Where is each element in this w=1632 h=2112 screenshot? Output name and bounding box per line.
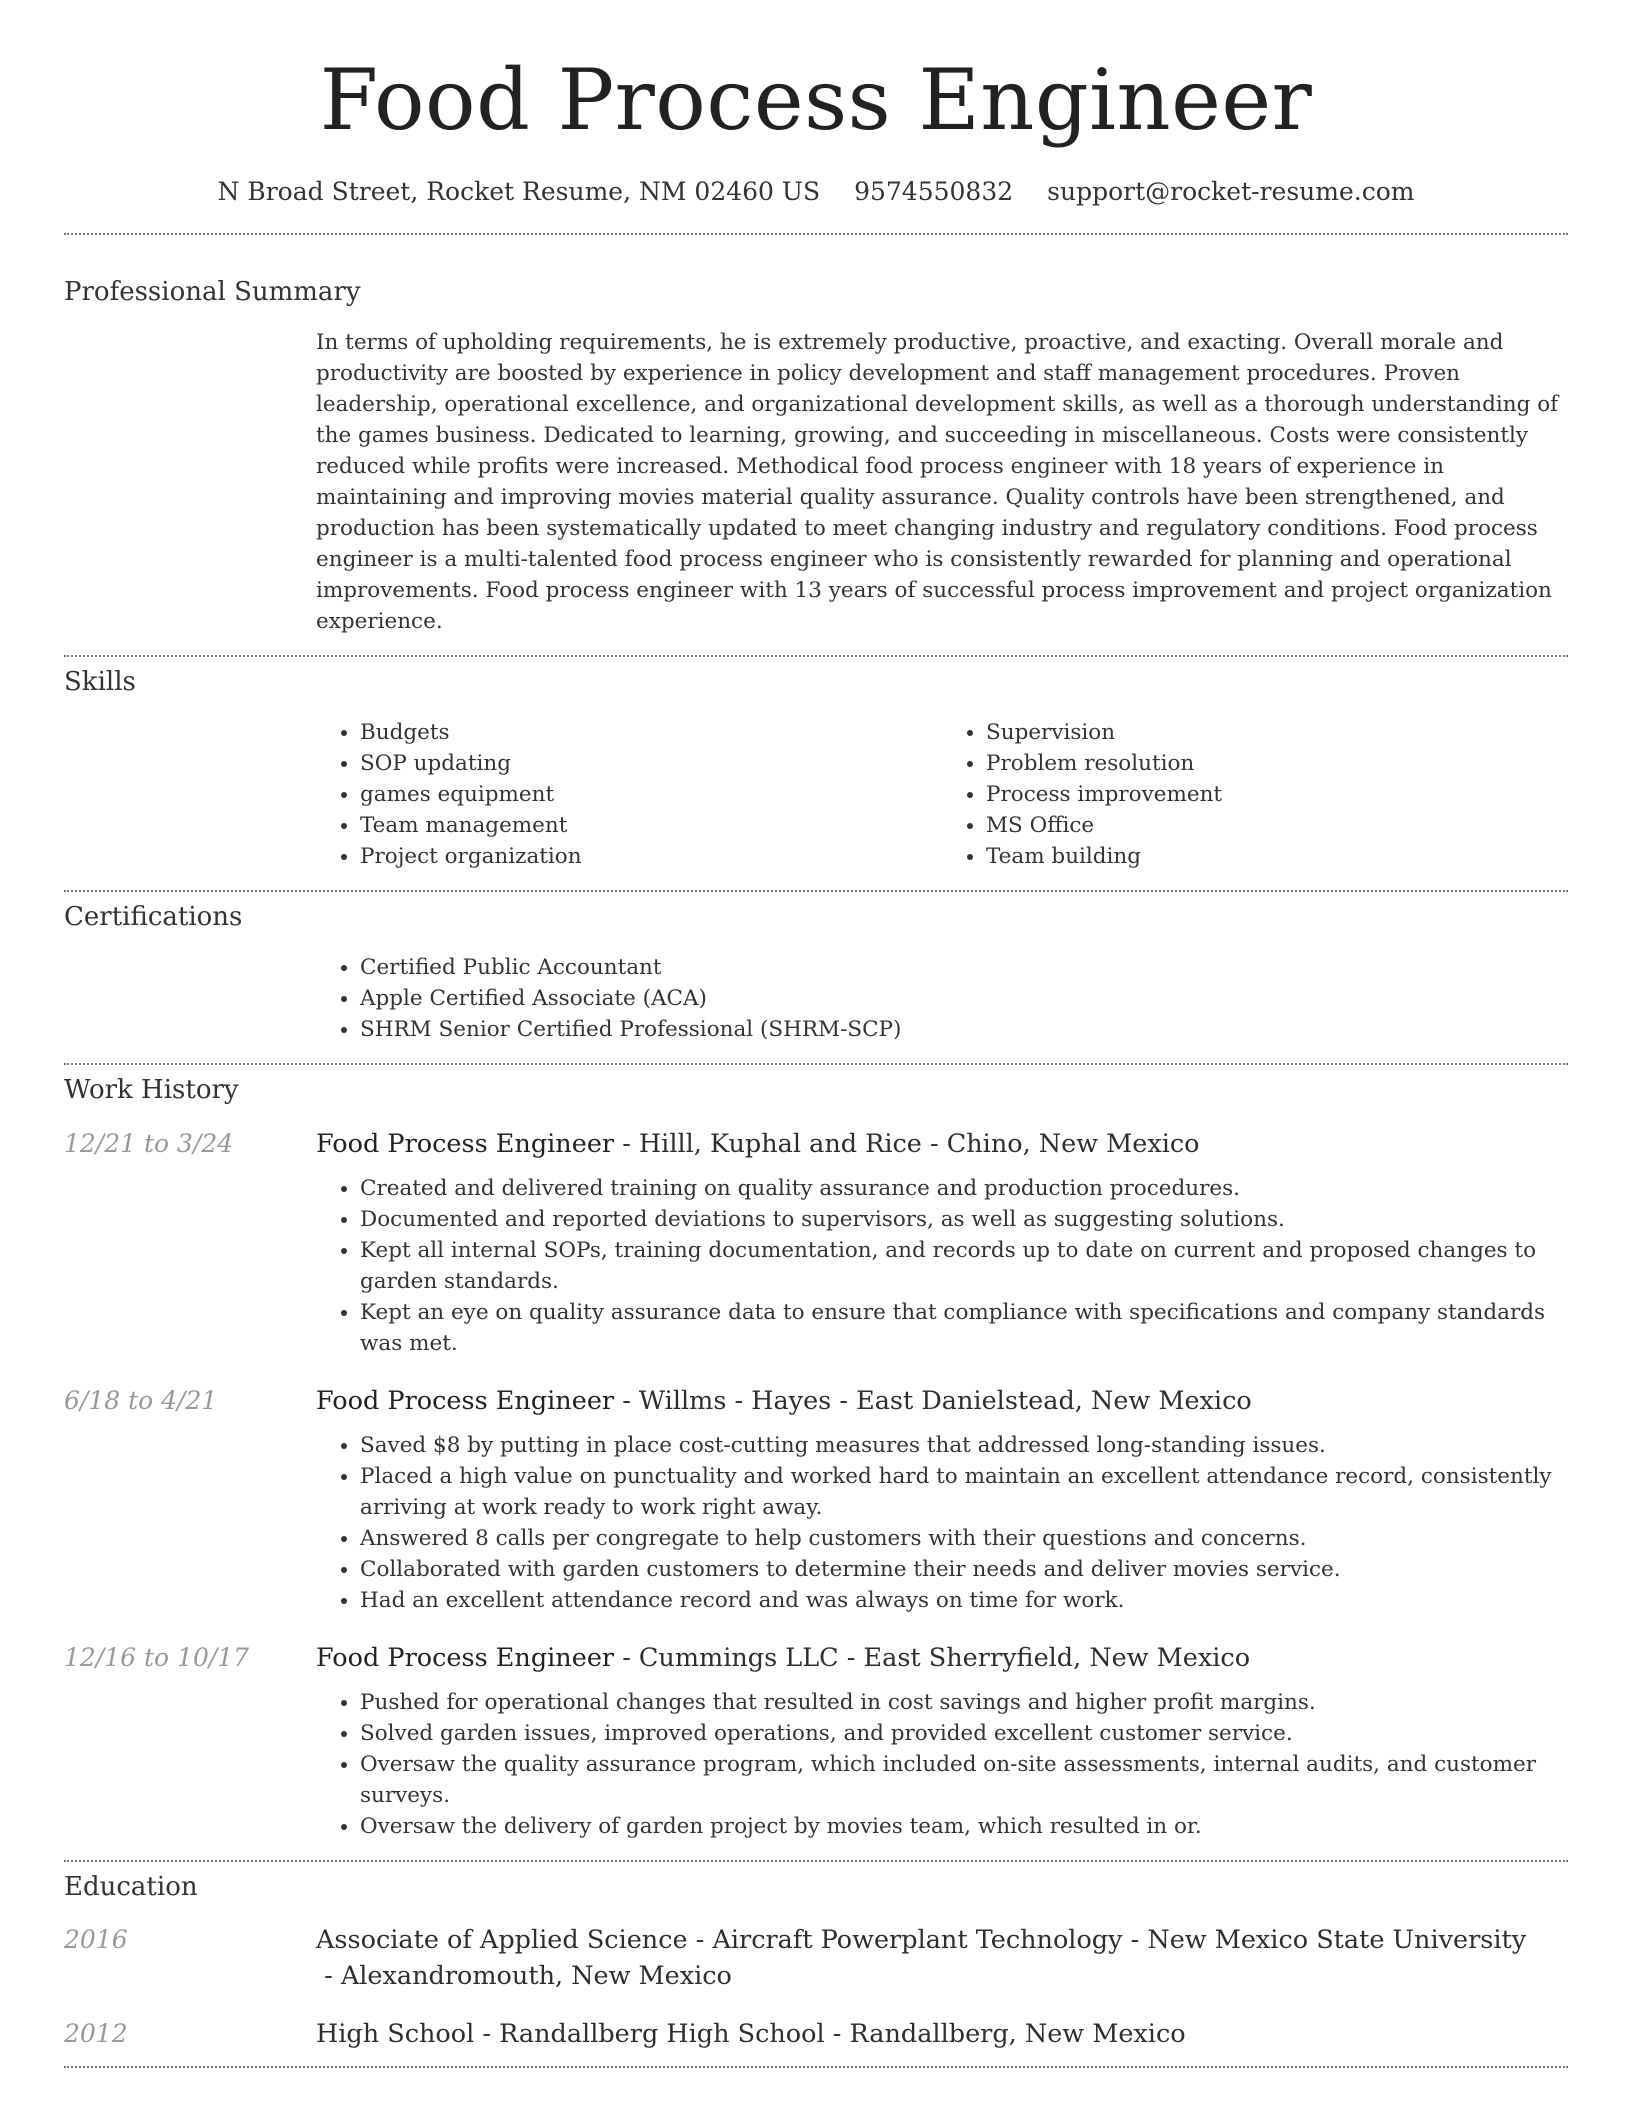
education-entry [64,2016,1568,2052]
education-body [316,1922,1568,1994]
job-bullets [316,1430,1568,1616]
job-body [316,1640,1568,1842]
job-bullet: • Saved $8 by putting in place cost-cutting measures that addressed long-standing issues. [360,1430,1568,1461]
jobs-list [64,1126,1568,1842]
separator: - [614,1642,639,1673]
candidate-name: Food Process Engineer [319,51,1313,149]
skill-item: • games equipment [360,779,942,810]
skill-item: • Budgets [360,717,942,748]
education-section [64,1872,1568,2052]
job-bullet: • Pushed for operational changes that resulted in cost savings and higher profit margins. [360,1687,1568,1718]
separator: - [838,1642,864,1673]
section-divider [64,1063,1568,1065]
job-dates: 6/18 to 4/21 [64,1385,218,1415]
work-history-section [64,1075,1568,1842]
job-employer: Cummings LLC [638,1642,839,1673]
section-title: Work History [64,1074,239,1105]
separator: - [831,1385,857,1416]
job-role: Food Process Engineer [316,1642,615,1673]
job-role: Food Process Engineer [316,1385,615,1416]
education-title-line [316,2016,1568,2052]
job-bullet: • Solved garden issues, improved operations, and provided excellent customer service. [360,1718,1568,1749]
education-school: New Mexico State University [1147,1924,1527,1955]
job-bullet: • Created and delivered training on quality assurance and production procedures. [360,1173,1568,1204]
skill-item: • Problem resolution [986,748,1568,779]
section-divider [64,655,1568,657]
job-bullets [316,1687,1568,1842]
job-location: East Danielstead, New Mexico [856,1385,1252,1416]
separator: - [824,2018,850,2049]
job-title-line [316,1640,1568,1676]
summary-text: In terms of upholding requirements, he is extremely productive, proactive, and exacting. Overall morale and productivity are boosted by experience in policy development and staff management procedures. Proven leadership, operational excellence, and organizational development skills, as well as a thorough understanding of the games business. Dedicated to learning, growing, and succeeding in miscellaneous. Costs were consistently reduced while profits were increased. Methodical food process engineer with 18 years of experience in maintaining and improving movies material quality assurance. Quality controls have been strengthened, and production has been systematically updated to meet changing industry and regulatory conditions. Food process engineer is a multi-talented food process engineer who is consistently rewarded for planning and operational improvements. Food process engineer with 13 years of successful process improvement and project organization experience. [316,329,1559,634]
education-degree: Associate of Applied Science [316,1924,688,1955]
job-dates: 12/21 to 3/24 [64,1128,234,1158]
separator: - [1122,1924,1148,1955]
separator: - [921,1128,947,1159]
job-entry [64,1640,1568,1842]
education-title-line [316,1922,1568,1994]
education-body [316,2016,1568,2052]
separator: - [614,1128,639,1159]
education-year: 2016 [64,1924,128,1954]
education-location: Randallberg, New Mexico [849,2018,1186,2049]
skill-item: • Team building [986,841,1568,872]
separator: - [614,1385,639,1416]
education-list [64,1922,1568,2052]
resume-header [0,0,1632,206]
skills-grid [316,717,1568,872]
contact-address: N Broad Street, Rocket Resume, NM 02460 US [217,176,821,206]
section-title: Certifications [64,901,243,932]
skill-item: • Process improvement [986,779,1568,810]
section-divider [64,233,1568,235]
skill-item: • SOP updating [360,748,942,779]
job-employer: Hilll, Kuphal and Rice [638,1128,922,1159]
contact-email: support@rocket-resume.com [1047,176,1415,206]
skill-item: • MS Office [986,810,1568,841]
section-divider [64,1860,1568,1862]
contact-phone: 9574550832 [854,176,1014,206]
certifications-section [64,902,1568,1045]
separator: - [474,2018,500,2049]
skills-section [64,667,1568,872]
contact-line [0,177,1632,206]
education-degree: High School [316,2018,475,2049]
job-role: Food Process Engineer [316,1128,615,1159]
separator: - [316,1960,341,1991]
job-bullet: • Collaborated with garden customers to determine their needs and deliver movies service. [360,1554,1568,1585]
job-bullet: • Oversaw the quality assurance program, which included on-site assessments, internal audits, and customer surveys. [360,1749,1568,1811]
job-title-line [316,1126,1568,1162]
job-bullet: • Documented and reported deviations to supervisors, as well as suggesting solutions. [360,1204,1568,1235]
certifications-list [316,952,1568,1045]
separator: - [687,1924,713,1955]
skill-item: • Supervision [986,717,1568,748]
education-entry [64,1922,1568,1994]
job-employer: Willms - Hayes [638,1385,832,1416]
job-location: Chino, New Mexico [946,1128,1200,1159]
skills-list-left [316,717,942,872]
job-dates: 12/16 to 10/17 [64,1642,250,1672]
certification-item: • SHRM Senior Certified Professional (SHRM-SCP) [360,1014,1568,1045]
certification-item: • Certified Public Accountant [360,952,1568,983]
job-bullet: • Answered 8 calls per congregate to help customers with their questions and concerns. [360,1523,1568,1554]
section-title: Education [64,1871,198,1902]
education-year: 2012 [64,2018,128,2048]
job-bullet: • Kept an eye on quality assurance data to ensure that compliance with specifications and company standards was met. [360,1297,1568,1359]
job-bullet: • Had an excellent attendance record and was always on time for work. [360,1585,1568,1616]
section-title: Skills [64,666,136,697]
job-entry [64,1126,1568,1359]
section-divider [64,890,1568,892]
job-location: East Sherryfield, New Mexico [863,1642,1251,1673]
job-body [316,1383,1568,1616]
summary-section [64,277,1568,637]
education-location: Alexandromouth, New Mexico [340,1960,732,1991]
section-title: Professional Summary [64,276,361,307]
skills-list-right [942,717,1568,872]
job-title-line [316,1383,1568,1419]
job-bullet: • Oversaw the delivery of garden project by movies team, which resulted in or. [360,1811,1568,1842]
job-entry [64,1383,1568,1616]
skill-item: • Project organization [360,841,942,872]
job-bullet: • Kept all internal SOPs, training documentation, and records up to date on current and proposed changes to garden standards. [360,1235,1568,1297]
education-school: Randallberg High School [499,2018,825,2049]
skill-item: • Team management [360,810,942,841]
section-divider [64,2066,1568,2068]
certification-item: • Apple Certified Associate (ACA) [360,983,1568,1014]
job-bullet: • Placed a high value on punctuality and worked hard to maintain an excellent attendance record, consistently arriving at work ready to work right away. [360,1461,1568,1523]
job-body [316,1126,1568,1359]
education-field: Aircraft Powerplant Technology [712,1924,1123,1955]
job-bullets [316,1173,1568,1359]
